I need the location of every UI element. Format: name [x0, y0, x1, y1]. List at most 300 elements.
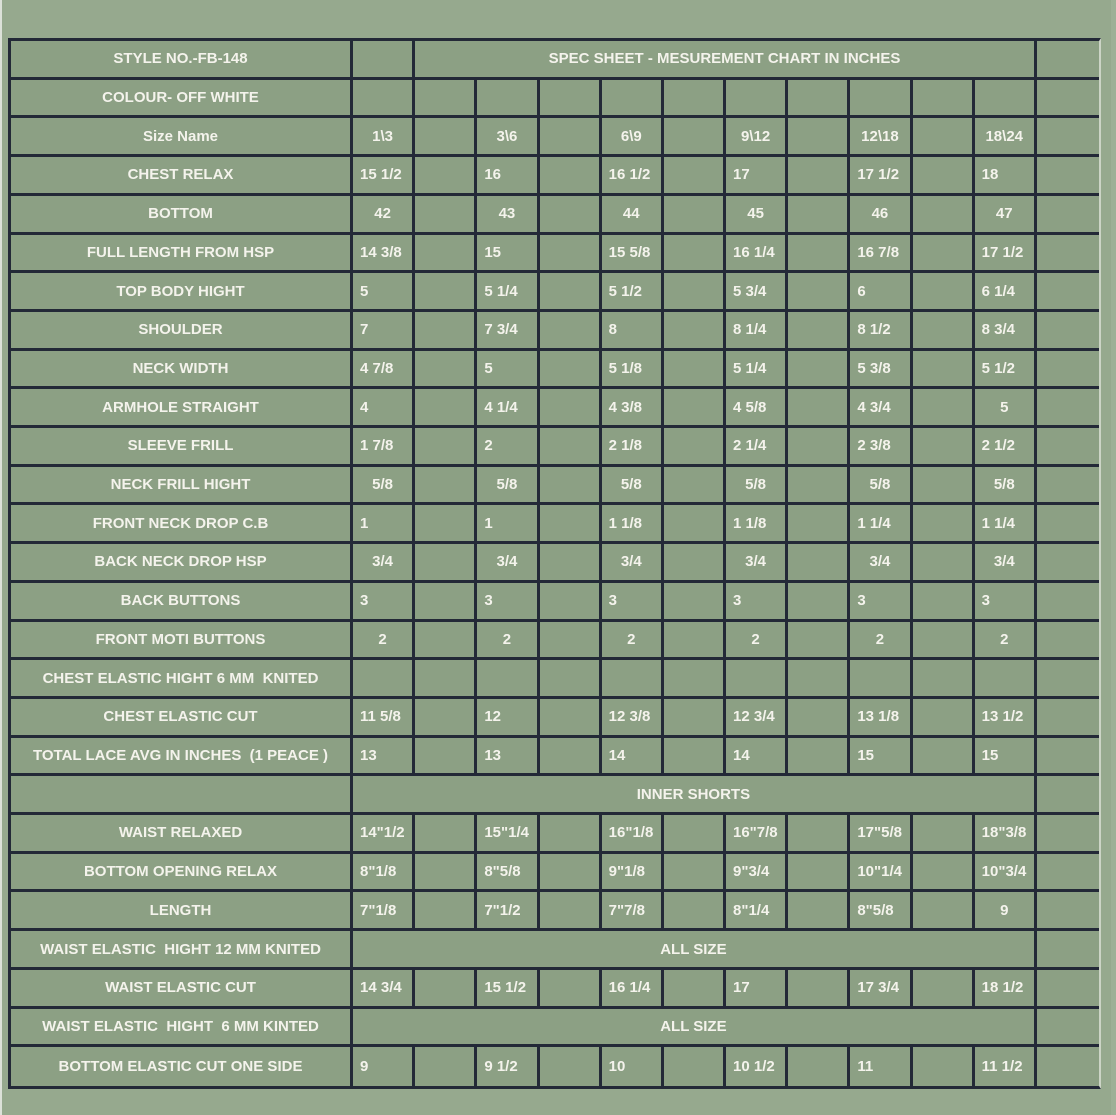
spacer-cell: [1037, 622, 1099, 661]
spacer-cell: [913, 622, 975, 661]
empty-cell: [540, 660, 602, 699]
value-cell: 1 1/8: [602, 505, 664, 544]
row-label: NECK WIDTH: [11, 351, 353, 390]
spacer-cell: [664, 815, 726, 854]
value-cell: 15"1/4: [477, 815, 539, 854]
spacer-cell: [1037, 505, 1099, 544]
spacer-cell: [664, 312, 726, 351]
value-cell: 4 7/8: [353, 351, 415, 390]
value-cell: 47: [975, 196, 1037, 235]
value-cell: 3/4: [850, 544, 912, 583]
row-label: STYLE NO.-FB-148: [11, 41, 353, 80]
row-label: CHEST ELASTIC HIGHT 6 MM KNITED: [11, 660, 353, 699]
value-cell: 17"5/8: [850, 815, 912, 854]
spacer-cell: [415, 583, 477, 622]
value-cell: 16 7/8: [850, 235, 912, 274]
value-cell: 5 1/2: [975, 351, 1037, 390]
value-cell: 13: [477, 738, 539, 777]
spacer-cell: [415, 389, 477, 428]
spacer-cell: [664, 389, 726, 428]
value-cell: 15: [850, 738, 912, 777]
spacer-cell: [788, 312, 850, 351]
row-label: BOTTOM ELASTIC CUT ONE SIDE: [11, 1047, 353, 1086]
section-header-cell: INNER SHORTS: [353, 776, 1037, 815]
spacer-cell: [664, 196, 726, 235]
value-cell: 43: [477, 196, 539, 235]
value-cell: 3: [726, 583, 788, 622]
spacer-cell: [788, 273, 850, 312]
spacer-cell: [540, 970, 602, 1009]
value-cell: 3: [602, 583, 664, 622]
spacer-cell: [664, 505, 726, 544]
spacer-cell: [913, 428, 975, 467]
value-cell: 15 5/8: [602, 235, 664, 274]
spacer-cell: [788, 583, 850, 622]
value-cell: 17: [726, 970, 788, 1009]
empty-cell: [415, 80, 477, 119]
value-cell: 15 1/2: [353, 157, 415, 196]
empty-cell: [353, 80, 415, 119]
spacer-cell: [664, 157, 726, 196]
row-label: FULL LENGTH FROM HSP: [11, 235, 353, 274]
value-cell: 2: [477, 428, 539, 467]
empty-cell: [540, 80, 602, 119]
spacer-cell: [913, 389, 975, 428]
section-header-cell: ALL SIZE: [353, 931, 1037, 970]
value-cell: 3/4: [975, 544, 1037, 583]
value-cell: 13: [353, 738, 415, 777]
spacer-cell: [913, 854, 975, 893]
row-label: CHEST ELASTIC CUT: [11, 699, 353, 738]
value-cell: 7"1/2: [477, 892, 539, 931]
empty-cell: [1037, 931, 1099, 970]
value-cell: 2: [353, 622, 415, 661]
spacer-cell: [788, 815, 850, 854]
value-cell: 2: [975, 622, 1037, 661]
spacer-cell: [664, 544, 726, 583]
spacer-cell: [1037, 467, 1099, 506]
value-cell: 16 1/4: [602, 970, 664, 1009]
value-cell: 5: [353, 273, 415, 312]
row-label: WAIST RELAXED: [11, 815, 353, 854]
spec-sheet-table: [8, 38, 1101, 1089]
spacer-cell: [788, 428, 850, 467]
value-cell: 10: [602, 1047, 664, 1086]
spacer-cell: [664, 467, 726, 506]
empty-cell: [353, 660, 415, 699]
value-cell: 7 3/4: [477, 312, 539, 351]
spacer-cell: [664, 970, 726, 1009]
spacer-cell: [788, 544, 850, 583]
empty-cell: [975, 80, 1037, 119]
empty-cell: [1037, 776, 1099, 815]
row-label: SHOULDER: [11, 312, 353, 351]
value-cell: 2: [726, 622, 788, 661]
spacer-cell: [1037, 544, 1099, 583]
spacer-cell: [415, 273, 477, 312]
value-cell: 17 3/4: [850, 970, 912, 1009]
spacer-cell: [788, 157, 850, 196]
row-label: [11, 776, 353, 815]
spacer-cell: [415, 351, 477, 390]
value-cell: 3/4: [477, 544, 539, 583]
value-cell: 14: [726, 738, 788, 777]
spacer-cell: [1037, 157, 1099, 196]
value-cell: 5: [477, 351, 539, 390]
value-cell: 5 1/2: [602, 273, 664, 312]
empty-cell: [850, 80, 912, 119]
spacer-cell: [788, 892, 850, 931]
empty-cell: [975, 660, 1037, 699]
value-cell: 1 1/8: [726, 505, 788, 544]
spacer-cell: [1037, 892, 1099, 931]
value-cell: 8"5/8: [477, 854, 539, 893]
value-cell: 16: [477, 157, 539, 196]
spacer-cell: [540, 273, 602, 312]
spacer-cell: [415, 505, 477, 544]
spacer-cell: [664, 892, 726, 931]
value-cell: 1\3: [353, 118, 415, 157]
row-label: NECK FRILL HIGHT: [11, 467, 353, 506]
value-cell: 2 3/8: [850, 428, 912, 467]
value-cell: 2 1/4: [726, 428, 788, 467]
value-cell: 3: [975, 583, 1037, 622]
spacer-cell: [1037, 583, 1099, 622]
value-cell: 18: [975, 157, 1037, 196]
spacer-cell: [788, 622, 850, 661]
row-label: Size Name: [11, 118, 353, 157]
empty-cell: [353, 41, 415, 80]
value-cell: 5: [975, 389, 1037, 428]
value-cell: 6\9: [602, 118, 664, 157]
value-cell: 5/8: [975, 467, 1037, 506]
spacer-cell: [788, 351, 850, 390]
value-cell: 8 1/2: [850, 312, 912, 351]
spacer-cell: [1037, 196, 1099, 235]
value-cell: 13 1/8: [850, 699, 912, 738]
spacer-cell: [540, 1047, 602, 1086]
empty-cell: [850, 660, 912, 699]
value-cell: 45: [726, 196, 788, 235]
empty-cell: [664, 660, 726, 699]
spacer-cell: [913, 118, 975, 157]
row-label: BOTTOM OPENING RELAX: [11, 854, 353, 893]
spacer-cell: [540, 738, 602, 777]
spacer-cell: [788, 467, 850, 506]
value-cell: 5/8: [850, 467, 912, 506]
value-cell: 6 1/4: [975, 273, 1037, 312]
row-label: SLEEVE FRILL: [11, 428, 353, 467]
value-cell: 8"1/8: [353, 854, 415, 893]
spacer-cell: [1037, 428, 1099, 467]
spacer-cell: [540, 505, 602, 544]
value-cell: 2: [850, 622, 912, 661]
value-cell: 18 1/2: [975, 970, 1037, 1009]
spacer-cell: [415, 1047, 477, 1086]
value-cell: 9 1/2: [477, 1047, 539, 1086]
spacer-cell: [415, 118, 477, 157]
value-cell: 10"1/4: [850, 854, 912, 893]
spacer-cell: [788, 505, 850, 544]
spacer-cell: [1037, 351, 1099, 390]
row-label: TOTAL LACE AVG IN INCHES (1 PEACE ): [11, 738, 353, 777]
spacer-cell: [788, 854, 850, 893]
spacer-cell: [540, 312, 602, 351]
value-cell: 4 3/8: [602, 389, 664, 428]
spacer-cell: [1037, 699, 1099, 738]
value-cell: 8"1/4: [726, 892, 788, 931]
spacer-cell: [415, 157, 477, 196]
value-cell: 9"1/8: [602, 854, 664, 893]
spacer-cell: [415, 196, 477, 235]
spacer-cell: [913, 505, 975, 544]
spacer-cell: [913, 970, 975, 1009]
spacer-cell: [415, 235, 477, 274]
value-cell: 5/8: [726, 467, 788, 506]
value-cell: 42: [353, 196, 415, 235]
spacer-cell: [540, 428, 602, 467]
spacer-cell: [540, 389, 602, 428]
row-label: TOP BODY HIGHT: [11, 273, 353, 312]
value-cell: 7"7/8: [602, 892, 664, 931]
value-cell: 12\18: [850, 118, 912, 157]
spacer-cell: [664, 1047, 726, 1086]
row-label: WAIST ELASTIC HIGHT 12 MM KNITED: [11, 931, 353, 970]
value-cell: 17 1/2: [975, 235, 1037, 274]
row-label: FRONT NECK DROP C.B: [11, 505, 353, 544]
spacer-cell: [1037, 312, 1099, 351]
spacer-cell: [540, 815, 602, 854]
spacer-cell: [540, 196, 602, 235]
spacer-cell: [788, 699, 850, 738]
value-cell: 3\6: [477, 118, 539, 157]
value-cell: 1: [477, 505, 539, 544]
spacer-cell: [913, 544, 975, 583]
row-label: WAIST ELASTIC HIGHT 6 MM KINTED: [11, 1009, 353, 1048]
spacer-cell: [540, 467, 602, 506]
empty-cell: [1037, 80, 1099, 119]
row-label: BACK NECK DROP HSP: [11, 544, 353, 583]
empty-cell: [602, 660, 664, 699]
spacer-cell: [664, 351, 726, 390]
value-cell: 16"1/8: [602, 815, 664, 854]
row-label: CHEST RELAX: [11, 157, 353, 196]
spacer-cell: [788, 118, 850, 157]
value-cell: 7: [353, 312, 415, 351]
value-cell: 5/8: [602, 467, 664, 506]
spacer-cell: [913, 1047, 975, 1086]
spacer-cell: [1037, 815, 1099, 854]
value-cell: 3/4: [726, 544, 788, 583]
value-cell: 1: [353, 505, 415, 544]
value-cell: 8 3/4: [975, 312, 1037, 351]
value-cell: 2 1/2: [975, 428, 1037, 467]
value-cell: 5 3/8: [850, 351, 912, 390]
spacer-cell: [913, 157, 975, 196]
empty-cell: [1037, 660, 1099, 699]
value-cell: 11 5/8: [353, 699, 415, 738]
spacer-cell: [788, 1047, 850, 1086]
value-cell: 16 1/2: [602, 157, 664, 196]
empty-cell: [726, 80, 788, 119]
spacer-cell: [415, 738, 477, 777]
row-label: ARMHOLE STRAIGHT: [11, 389, 353, 428]
value-cell: 4 3/4: [850, 389, 912, 428]
value-cell: 5/8: [353, 467, 415, 506]
spacer-cell: [913, 738, 975, 777]
value-cell: 4: [353, 389, 415, 428]
spacer-cell: [664, 854, 726, 893]
empty-cell: [1037, 41, 1099, 80]
value-cell: 17 1/2: [850, 157, 912, 196]
spacer-cell: [540, 157, 602, 196]
value-cell: 5 1/4: [477, 273, 539, 312]
value-cell: 18"3/8: [975, 815, 1037, 854]
value-cell: 9: [975, 892, 1037, 931]
spacer-cell: [788, 196, 850, 235]
value-cell: 13 1/2: [975, 699, 1037, 738]
value-cell: 16"7/8: [726, 815, 788, 854]
empty-cell: [788, 80, 850, 119]
empty-cell: [602, 80, 664, 119]
value-cell: 7"1/8: [353, 892, 415, 931]
spacer-cell: [1037, 273, 1099, 312]
value-cell: 46: [850, 196, 912, 235]
value-cell: 14 3/8: [353, 235, 415, 274]
spacer-cell: [664, 583, 726, 622]
spacer-cell: [540, 622, 602, 661]
row-label: COLOUR- OFF WHITE: [11, 80, 353, 119]
value-cell: 3: [353, 583, 415, 622]
spacer-cell: [415, 622, 477, 661]
spacer-cell: [913, 892, 975, 931]
value-cell: 3/4: [602, 544, 664, 583]
value-cell: 44: [602, 196, 664, 235]
empty-cell: [477, 80, 539, 119]
empty-cell: [913, 660, 975, 699]
empty-cell: [788, 660, 850, 699]
spacer-cell: [415, 544, 477, 583]
spacer-cell: [913, 312, 975, 351]
spacer-cell: [1037, 389, 1099, 428]
spacer-cell: [1037, 854, 1099, 893]
row-label: FRONT MOTI BUTTONS: [11, 622, 353, 661]
spacer-cell: [664, 235, 726, 274]
spacer-cell: [664, 699, 726, 738]
value-cell: 14 3/4: [353, 970, 415, 1009]
empty-cell: [1037, 1009, 1099, 1048]
value-cell: 17: [726, 157, 788, 196]
value-cell: 3: [477, 583, 539, 622]
value-cell: 8: [602, 312, 664, 351]
spacer-cell: [540, 854, 602, 893]
spacer-cell: [788, 389, 850, 428]
value-cell: 5 1/8: [602, 351, 664, 390]
spacer-cell: [1037, 118, 1099, 157]
value-cell: 2: [602, 622, 664, 661]
spacer-cell: [913, 273, 975, 312]
spacer-cell: [788, 738, 850, 777]
value-cell: 2 1/8: [602, 428, 664, 467]
spacer-cell: [415, 815, 477, 854]
spacer-cell: [540, 118, 602, 157]
spacer-cell: [540, 892, 602, 931]
spacer-cell: [913, 467, 975, 506]
section-header-cell: ALL SIZE: [353, 1009, 1037, 1048]
value-cell: 10"3/4: [975, 854, 1037, 893]
spacer-cell: [1037, 738, 1099, 777]
value-cell: 8 1/4: [726, 312, 788, 351]
spacer-cell: [664, 622, 726, 661]
value-cell: 11: [850, 1047, 912, 1086]
value-cell: 15: [477, 235, 539, 274]
spacer-cell: [1037, 235, 1099, 274]
spacer-cell: [788, 970, 850, 1009]
spacer-cell: [415, 428, 477, 467]
spacer-cell: [540, 351, 602, 390]
row-label: BOTTOM: [11, 196, 353, 235]
empty-cell: [415, 660, 477, 699]
value-cell: 12: [477, 699, 539, 738]
value-cell: 9\12: [726, 118, 788, 157]
value-cell: 14"1/2: [353, 815, 415, 854]
value-cell: 4 1/4: [477, 389, 539, 428]
value-cell: 10 1/2: [726, 1047, 788, 1086]
value-cell: 3: [850, 583, 912, 622]
spacer-cell: [913, 699, 975, 738]
value-cell: 4 5/8: [726, 389, 788, 428]
spacer-cell: [415, 854, 477, 893]
value-cell: 9: [353, 1047, 415, 1086]
value-cell: 15: [975, 738, 1037, 777]
spacer-cell: [913, 196, 975, 235]
value-cell: 5 3/4: [726, 273, 788, 312]
value-cell: 1 1/4: [850, 505, 912, 544]
row-label: LENGTH: [11, 892, 353, 931]
value-cell: 15 1/2: [477, 970, 539, 1009]
empty-cell: [913, 80, 975, 119]
spacer-cell: [664, 428, 726, 467]
value-cell: 16 1/4: [726, 235, 788, 274]
value-cell: 9"3/4: [726, 854, 788, 893]
value-cell: 12 3/4: [726, 699, 788, 738]
value-cell: 8"5/8: [850, 892, 912, 931]
spacer-cell: [664, 273, 726, 312]
spacer-cell: [1037, 970, 1099, 1009]
row-label: WAIST ELASTIC CUT: [11, 970, 353, 1009]
value-cell: 18\24: [975, 118, 1037, 157]
spacer-cell: [788, 235, 850, 274]
spacer-cell: [540, 699, 602, 738]
spacer-cell: [415, 699, 477, 738]
value-cell: 6: [850, 273, 912, 312]
spec-title-cell: SPEC SHEET - MESUREMENT CHART IN INCHES: [415, 41, 1037, 80]
spacer-cell: [664, 738, 726, 777]
spacer-cell: [540, 583, 602, 622]
spacer-cell: [1037, 1047, 1099, 1086]
spacer-cell: [913, 235, 975, 274]
value-cell: 14: [602, 738, 664, 777]
value-cell: 11 1/2: [975, 1047, 1037, 1086]
spacer-cell: [913, 815, 975, 854]
spacer-cell: [415, 970, 477, 1009]
spacer-cell: [540, 235, 602, 274]
row-label: BACK BUTTONS: [11, 583, 353, 622]
empty-cell: [726, 660, 788, 699]
value-cell: 2: [477, 622, 539, 661]
value-cell: 1 7/8: [353, 428, 415, 467]
spacer-cell: [540, 544, 602, 583]
